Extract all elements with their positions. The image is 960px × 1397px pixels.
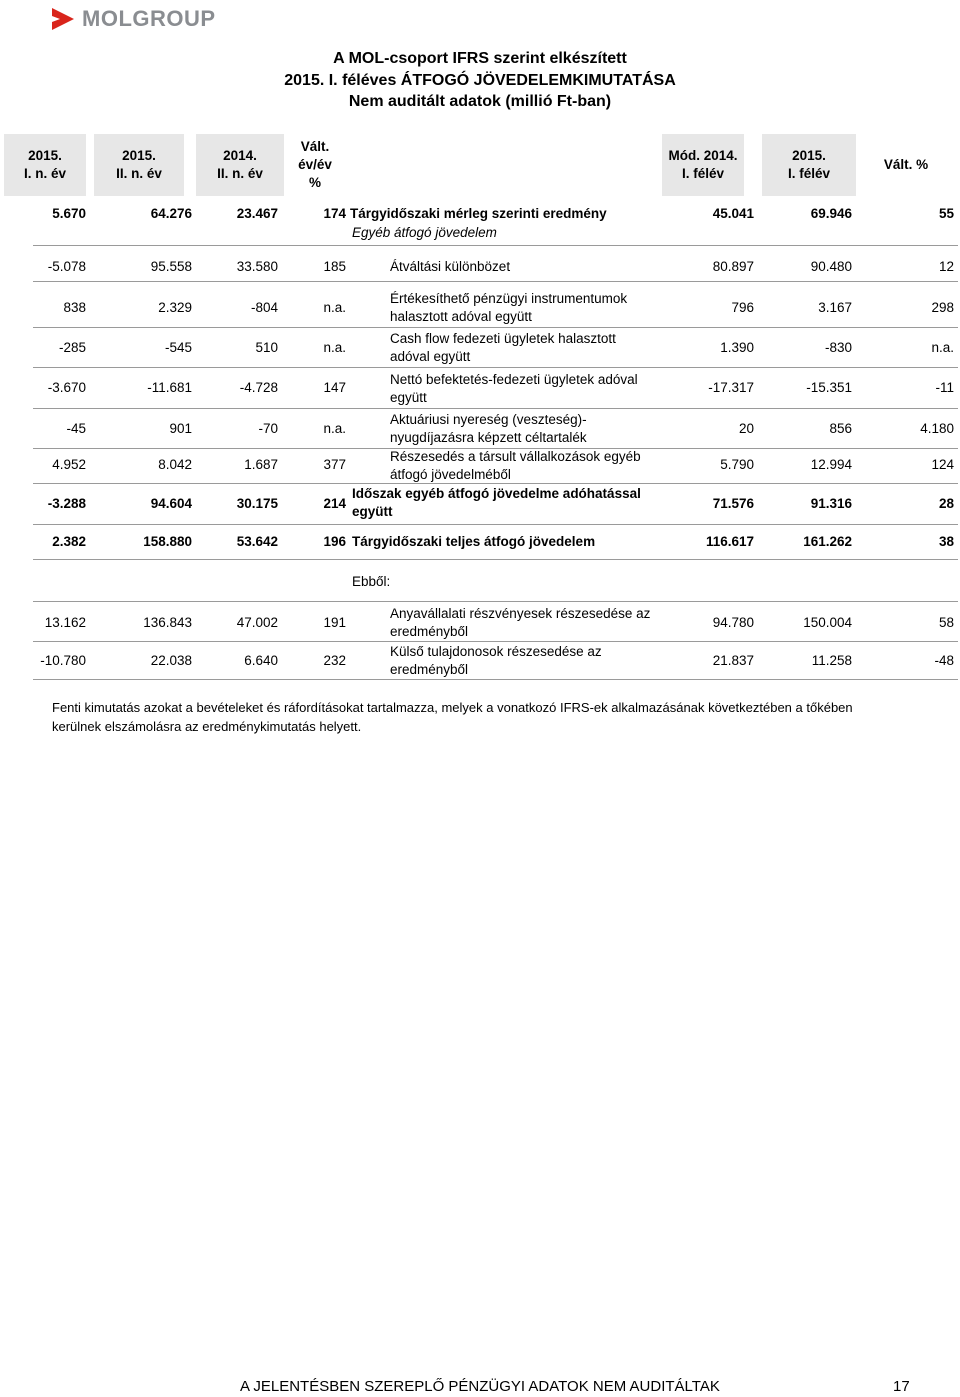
header-change-pct: Vált. % bbox=[883, 157, 929, 172]
row-label: Aktuáriusi nyereség (veszteség)- nyugdíjazásra képzett céltartalék bbox=[390, 412, 587, 445]
cell: 8.042 bbox=[158, 457, 192, 472]
cell: 3.167 bbox=[818, 300, 852, 315]
footnote: Fenti kimutatás azokat a bevételeket és ráfordításokat tartalmazza, melyek a vonatkozó IFRS-ek alkalmazásának következtében a tőkében kerülnek elszámolásra az eredménykimutatás helyett. bbox=[52, 700, 853, 734]
cell: 298 bbox=[931, 300, 954, 315]
cell: 191 bbox=[323, 615, 346, 630]
cell: 21.837 bbox=[712, 653, 754, 668]
cell: 856 bbox=[829, 421, 852, 436]
cell: 13.162 bbox=[44, 615, 86, 630]
cell: 838 bbox=[63, 300, 86, 315]
cell: 150.004 bbox=[803, 615, 852, 630]
cell: 185 bbox=[323, 259, 346, 274]
cell: -11.681 bbox=[147, 380, 192, 395]
cell: n.a. bbox=[323, 340, 346, 355]
row-label: Külső tulajdonosok részesedése az eredményből bbox=[390, 644, 602, 677]
cell: -804 bbox=[250, 300, 278, 315]
cell: 22.038 bbox=[150, 653, 192, 668]
row-label: Tárgyidőszaki mérleg szerinti eredmény bbox=[350, 206, 607, 221]
cell: -17.317 bbox=[708, 380, 754, 395]
divider bbox=[33, 641, 958, 642]
cell: -10.780 bbox=[40, 653, 86, 668]
cell: 214 bbox=[323, 496, 346, 511]
row-label: Értékesíthető pénzügyi instrumentumok halasztott adóval együtt bbox=[390, 291, 628, 324]
divider bbox=[33, 367, 958, 368]
row-label: Cash flow fedezeti ügyletek halasztott adóval együtt bbox=[390, 331, 616, 364]
logo-text: MOLGROUP bbox=[82, 6, 216, 31]
cell: 4.180 bbox=[920, 421, 954, 436]
header-2015-h2: 2015. II. n. év bbox=[94, 134, 184, 196]
divider bbox=[33, 281, 958, 282]
cell: 94.780 bbox=[712, 615, 754, 630]
divider bbox=[33, 408, 958, 409]
footer-disclaimer: A JELENTÉSBEN SZEREPLŐ PÉNZÜGYI ADATOK NEM AUDITÁLTAK bbox=[240, 1378, 720, 1395]
cell: -5.078 bbox=[47, 259, 86, 274]
cell: 47.002 bbox=[236, 615, 278, 630]
cell: 2.329 bbox=[158, 300, 192, 315]
cell: 69.946 bbox=[810, 206, 852, 221]
cell: 510 bbox=[255, 340, 278, 355]
cell: 147 bbox=[323, 380, 346, 395]
cell: 116.617 bbox=[705, 534, 754, 549]
divider bbox=[33, 483, 958, 484]
cell: 901 bbox=[169, 421, 192, 436]
section-subtitle: Egyéb átfogó jövedelem bbox=[352, 225, 497, 240]
cell: -48 bbox=[934, 653, 954, 668]
cell: 196 bbox=[323, 534, 346, 549]
cell: 58 bbox=[938, 615, 954, 630]
header-mod-2014-h1: Mód. 2014. I. félév bbox=[662, 134, 744, 196]
header-2014-h2: 2014. II. n. év bbox=[196, 134, 284, 196]
cell: 11.258 bbox=[811, 653, 852, 668]
cell: 55 bbox=[938, 206, 954, 221]
cell: 64.276 bbox=[150, 206, 192, 221]
divider bbox=[33, 679, 958, 680]
page-number: 17 bbox=[893, 1378, 910, 1395]
cell: 2.382 bbox=[52, 534, 86, 549]
cell: 12.994 bbox=[810, 457, 852, 472]
cell: 796 bbox=[731, 300, 754, 315]
title-line-1: A MOL-csoport IFRS szerint elkészített bbox=[333, 50, 627, 67]
cell: 136.843 bbox=[143, 615, 192, 630]
cell: -3.670 bbox=[47, 380, 86, 395]
cell: 232 bbox=[323, 653, 346, 668]
cell: -45 bbox=[66, 421, 86, 436]
cell: 23.467 bbox=[236, 206, 278, 221]
cell: 158.880 bbox=[143, 534, 192, 549]
cell: 1.390 bbox=[720, 340, 754, 355]
mol-logo bbox=[50, 6, 216, 32]
divider bbox=[33, 559, 958, 560]
cell: 28 bbox=[938, 496, 954, 511]
cell: -830 bbox=[824, 340, 852, 355]
cell: 20 bbox=[738, 421, 754, 436]
cell: 4.952 bbox=[52, 457, 86, 472]
cell: 5.790 bbox=[720, 457, 754, 472]
cell: 161.262 bbox=[803, 534, 852, 549]
cell: -70 bbox=[258, 421, 278, 436]
cell: 33.580 bbox=[236, 259, 278, 274]
cell: 95.558 bbox=[150, 259, 192, 274]
row-label: Részesedés a társult vállalkozások egyéb átfogó jövedelméből bbox=[390, 449, 641, 482]
cell: 80.897 bbox=[712, 259, 754, 274]
divider bbox=[33, 327, 958, 328]
cell: 174 bbox=[323, 206, 346, 221]
row-label: Tárgyidőszaki teljes átfogó jövedelem bbox=[352, 534, 596, 549]
cell: 53.642 bbox=[236, 534, 278, 549]
cell: -4.728 bbox=[239, 380, 278, 395]
section-subtitle: Ebből: bbox=[352, 574, 391, 589]
row-label: Nettó befektetés-fedezeti ügyletek adóval együtt bbox=[390, 372, 638, 405]
cell: 38 bbox=[938, 534, 954, 549]
report-title bbox=[0, 48, 960, 113]
cell: 124 bbox=[931, 457, 954, 472]
cell: -3.288 bbox=[47, 496, 86, 511]
cell: 91.316 bbox=[810, 496, 852, 511]
cell: n.a. bbox=[323, 421, 346, 436]
cell: 71.576 bbox=[712, 496, 754, 511]
header-2015-h1: 2015. I. n. év bbox=[4, 134, 86, 196]
cell: n.a. bbox=[323, 300, 346, 315]
cell: -545 bbox=[164, 340, 192, 355]
cell: 94.604 bbox=[150, 496, 192, 511]
cell: 377 bbox=[323, 457, 346, 472]
header-2015-h1-total: 2015. I. félév bbox=[762, 134, 856, 196]
cell: 6.640 bbox=[244, 653, 278, 668]
cell: 90.480 bbox=[810, 259, 852, 274]
cell: 30.175 bbox=[236, 496, 278, 511]
cell: n.a. bbox=[931, 340, 954, 355]
header-change-yoy: Vált. év/év % bbox=[298, 139, 332, 190]
mol-logo-icon bbox=[50, 6, 76, 32]
cell: 1.687 bbox=[244, 457, 278, 472]
divider bbox=[33, 245, 958, 246]
cell: 5.670 bbox=[52, 206, 86, 221]
divider bbox=[33, 524, 958, 525]
cell: 45.041 bbox=[712, 206, 754, 221]
row-label: Anyavállalati részvényesek részesedése az eredményből bbox=[390, 606, 651, 639]
cell: -11 bbox=[935, 380, 954, 395]
row-label: Átváltási különbözet bbox=[390, 259, 511, 274]
cell: -15.351 bbox=[806, 380, 852, 395]
title-line-3: Nem auditált adatok (millió Ft-ban) bbox=[348, 93, 612, 110]
row-label: Időszak egyéb átfogó jövedelme adóhatással együtt bbox=[352, 486, 641, 519]
cell: -285 bbox=[58, 340, 86, 355]
divider bbox=[33, 601, 958, 602]
cell: 12 bbox=[938, 259, 954, 274]
title-line-2: 2015. I. féléves ÁTFOGÓ JÖVEDELEMKIMUTATÁSA bbox=[284, 71, 676, 89]
